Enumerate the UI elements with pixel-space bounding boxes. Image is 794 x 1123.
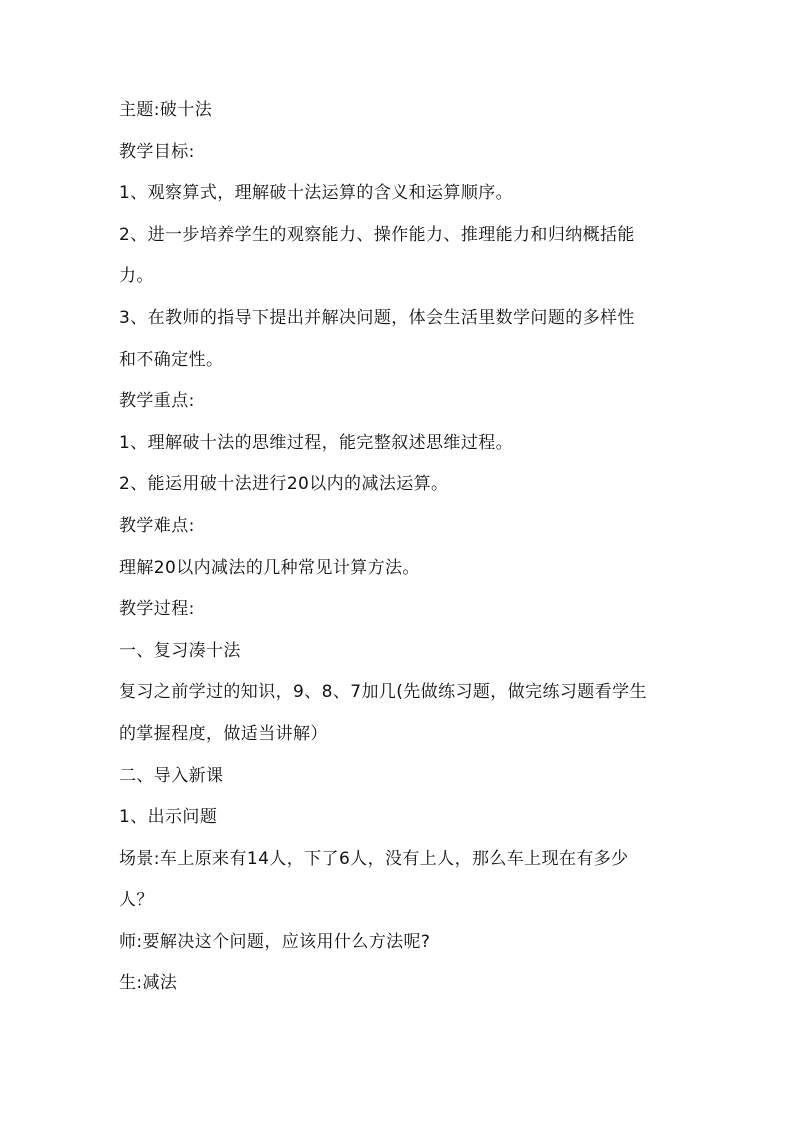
objective-item-1: 1、观察算式，理解破十法运算的含义和运算顺序。 — [119, 183, 514, 204]
key-point-item-2: 2、能运用破十法进行20以内的减法运算。 — [119, 474, 449, 495]
objective-item-2-continued: 力。 — [119, 266, 154, 287]
key-point-item-1: 1、理解破十法的思维过程，能完整叙述思维过程。 — [119, 432, 514, 453]
document-body — [119, 100, 679, 1015]
topic-heading: 主题:破十法 — [119, 100, 213, 120]
section-heading-key-points: 教学重点: — [119, 391, 195, 412]
difficulty-item: 理解20以内减法的几种常见计算方法。 — [119, 557, 420, 578]
show-problem-item: 1、出示问题 — [119, 807, 218, 828]
objective-item-3-continued: 和不确定性。 — [119, 349, 224, 370]
process-step-new-lesson: 二、导入新课 — [119, 765, 224, 786]
process-step-review: 一、复习凑十法 — [119, 640, 241, 661]
scenario-text-continued: 人？ — [119, 890, 154, 911]
review-description: 复习之前学过的知识，9、8、7加几(先做练习题，做完练习题看学生 — [119, 682, 647, 703]
review-description-continued: 的掌握程度，做适当讲解） — [119, 723, 328, 744]
section-heading-difficulties: 教学难点: — [119, 515, 195, 536]
student-answer: 生:减法 — [119, 973, 178, 994]
section-heading-process: 教学过程: — [119, 599, 195, 620]
objective-item-2: 2、进一步培养学生的观察能力、操作能力、推理能力和归纳概括能 — [119, 224, 635, 245]
scenario-text: 场景:车上原来有14人，下了6人，没有上人，那么车上现在有多少 — [119, 848, 629, 869]
objective-item-3: 3、在教师的指导下提出并解决问题，体会生活里数学问题的多样性 — [119, 307, 635, 328]
section-heading-objectives: 教学目标: — [119, 141, 195, 162]
teacher-question: 师:要解决这个问题，应该用什么方法呢? — [119, 931, 431, 952]
